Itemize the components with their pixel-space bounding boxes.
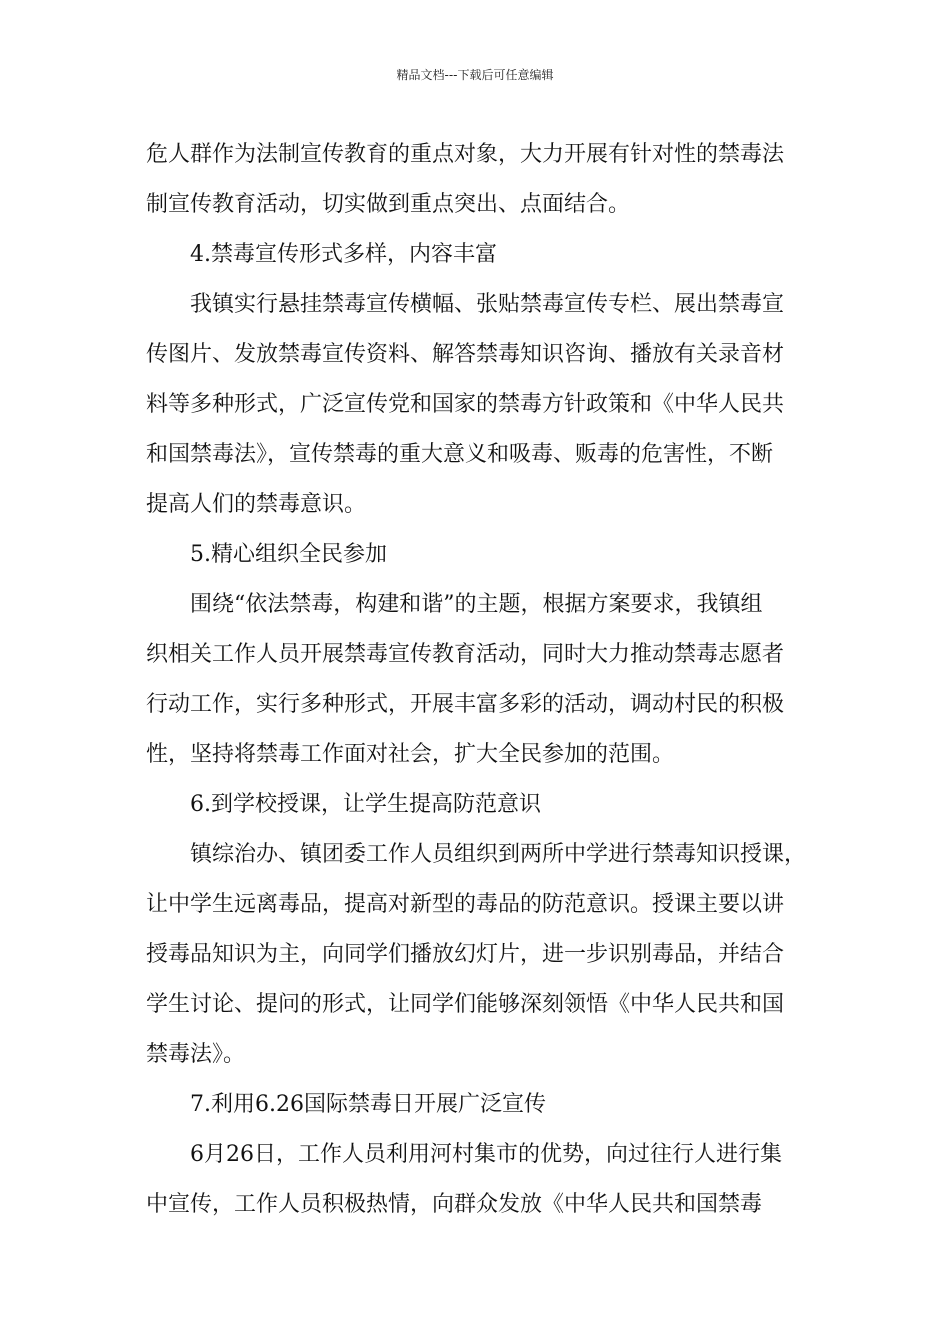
section-heading: 4.禁毒宣传形式多样，内容丰富 <box>190 242 497 267</box>
text-line: 授毒品知识为主，向同学们播放幻灯片，进一步识别毒品，并结合 <box>146 942 785 967</box>
text-line: 性，坚持将禁毒工作面对社会，扩大全民参加的范围。 <box>146 742 675 767</box>
text-line: 中宣传，工作人员积极热情，向群众发放《中华人民共和国禁毒 <box>146 1192 763 1217</box>
page-header: 精品文档---下载后可任意编辑 <box>396 68 554 82</box>
text-line: 制宣传教育活动，切实做到重点突出、点面结合。 <box>146 192 631 217</box>
text-line: 围绕“依法禁毒，构建和谐”的主题，根据方案要求，我镇组 <box>190 592 763 617</box>
section-heading: 7.利用6.26国际禁毒日开展广泛宣传 <box>190 1092 546 1117</box>
text-line: 提高人们的禁毒意识。 <box>146 492 367 517</box>
text-line: 危人群作为法制宣传教育的重点对象，大力开展有针对性的禁毒法 <box>146 142 785 167</box>
document-body <box>146 130 806 1230</box>
section-heading: 6.到学校授课，让学生提高防范意识 <box>190 792 541 817</box>
section-heading: 5.精心组织全民参加 <box>190 542 387 567</box>
text-line: 让中学生远离毒品，提高对新型的毒品的防范意识。授课主要以讲 <box>146 892 785 917</box>
text-line: 织相关工作人员开展禁毒宣传教育活动，同时大力推动禁毒志愿者 <box>146 642 785 667</box>
text-line: 6月26日，工作人员利用河村集市的优势，向过往行人进行集 <box>190 1142 782 1167</box>
text-line: 行动工作，实行多种形式，开展丰富多彩的活动，调动村民的积极 <box>146 692 785 717</box>
text-line: 我镇实行悬挂禁毒宣传横幅、张贴禁毒宣传专栏、展出禁毒宣 <box>190 292 785 317</box>
text-line: 和国禁毒法》，宣传禁毒的重大意义和吸毒、贩毒的危害性，不断 <box>146 442 774 467</box>
text-line: 禁毒法》。 <box>146 1042 246 1067</box>
text-line: 学生讨论、提问的形式，让同学们能够深刻领悟《中华人民共和国 <box>146 992 785 1017</box>
text-line: 传图片、发放禁毒宣传资料、解答禁毒知识咨询、播放有关录音材 <box>146 342 785 367</box>
text-line: 料等多种形式，广泛宣传党和国家的禁毒方针政策和《中华人民共 <box>146 392 785 417</box>
text-line: 镇综治办、镇团委工作人员组织到两所中学进行禁毒知识授课， <box>190 842 807 867</box>
